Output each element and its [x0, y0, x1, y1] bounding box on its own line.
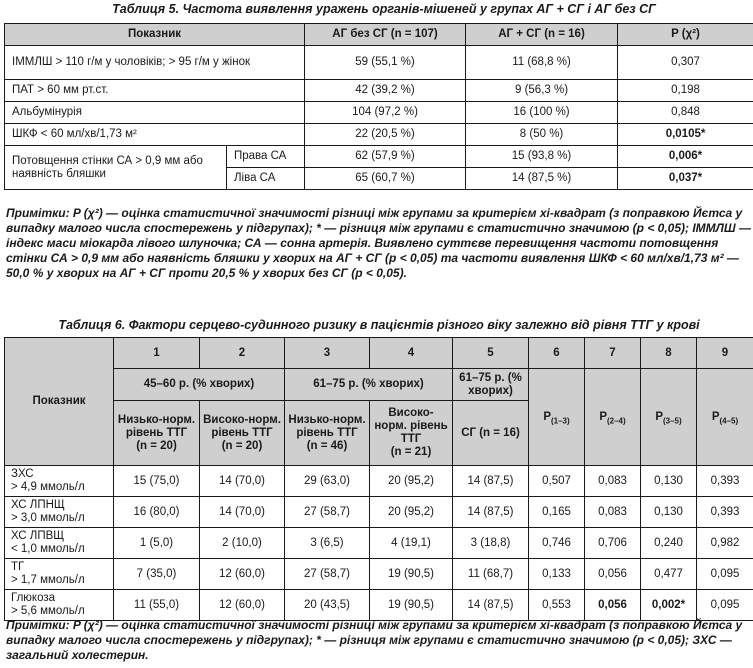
- col-number: 2: [200, 338, 285, 369]
- cell-p-significant: 0,0105*: [618, 124, 753, 146]
- cell-p: 0,056: [585, 559, 641, 590]
- group-header-61-75-sg: 61–75 р. (% хворих): [453, 369, 529, 401]
- table-row: [5, 146, 753, 168]
- cell-p: 0,393: [697, 466, 753, 497]
- cell-value: 16 (80,0): [114, 497, 200, 528]
- row-name: ТГ: [11, 561, 25, 573]
- cell-value: 19 (90,5): [370, 590, 453, 621]
- table-row: [5, 102, 753, 124]
- n-count: (n = 20): [136, 439, 177, 452]
- row-label: Альбумінурія: [5, 102, 305, 124]
- col-number: 3: [285, 338, 370, 369]
- table-row: [5, 528, 753, 559]
- cell-value: 20 (95,2): [370, 466, 453, 497]
- cell-p: 0,982: [697, 528, 753, 559]
- cell-value: 104 (97,2 %): [305, 102, 466, 124]
- cell-p-significant: 0,002*: [641, 590, 697, 621]
- cell-value: 12 (60,0): [200, 590, 285, 621]
- subheader-high: [200, 401, 285, 466]
- row-unit: > 4,9 ммоль/л: [11, 481, 85, 493]
- cell-value: 29 (63,0): [285, 466, 370, 497]
- table-row: [5, 80, 753, 102]
- subheader-low-label: Низько-норм. рівень ТТГ: [117, 413, 196, 439]
- row-unit: > 5,6 ммоль/л: [11, 605, 85, 617]
- header-p-value: P (χ²): [618, 24, 753, 46]
- cell-p: 0,095: [697, 590, 753, 621]
- cell-value: 15 (75,0): [114, 466, 200, 497]
- cell-value: 14 (87,5): [453, 497, 529, 528]
- cell-p: 0,240: [641, 528, 697, 559]
- row-unit: < 1,0 ммоль/л: [11, 543, 85, 555]
- group-header-61-75: 61–75 р. (% хворих): [285, 369, 453, 401]
- row-label: [5, 466, 114, 497]
- table6: [4, 337, 753, 621]
- cell-value: 11 (55,0): [114, 590, 200, 621]
- col-number: 1: [114, 338, 200, 369]
- cell-value: 2 (10,0): [200, 528, 285, 559]
- row-sublabel: Ліва СА: [227, 168, 305, 190]
- row-label: ШКФ < 60 мл/хв/1,73 м²: [5, 124, 305, 146]
- row-label: ПАТ > 60 мм рт.ст.: [5, 80, 305, 102]
- n-count: (n = 21): [390, 446, 432, 458]
- col-number: 9: [697, 338, 753, 369]
- cell-p: 0,198: [618, 80, 753, 102]
- subheader-high: [370, 401, 453, 466]
- table6-caption: Таблиця 6. Фактори серцево-судинного ризику в пацієнтів різного віку залежно від рівня ТТГ у крові: [58, 318, 700, 332]
- row-label: ІММЛШ > 110 г/м у чоловіків; > 95 г/м у жінок: [5, 46, 305, 80]
- cell-value: 12 (60,0): [200, 559, 285, 590]
- row-label: [5, 497, 114, 528]
- cell-p-significant: 0,006*: [618, 146, 753, 168]
- cell-value: 11 (68,7): [453, 559, 529, 590]
- col-number: 8: [641, 338, 697, 369]
- cell-value: 27 (58,7): [285, 497, 370, 528]
- row-name: ХС ЛПВЩ: [11, 530, 65, 542]
- cell-value: 59 (55,1 %): [305, 46, 466, 80]
- cell-p: 0,165: [529, 497, 585, 528]
- cell-value: 22 (20,5 %): [305, 124, 466, 146]
- n-count: (n = 20): [221, 439, 263, 452]
- header-ag-without-sg: АГ без СГ (n = 107): [305, 24, 466, 46]
- col-number: 6: [529, 338, 585, 369]
- row-label: [5, 590, 114, 621]
- col-number: 7: [585, 338, 641, 369]
- col-number: 5: [453, 338, 529, 369]
- group-header-45-60: 45–60 р. (% хворих): [114, 369, 285, 401]
- subheader-low: [285, 401, 370, 466]
- table5-header-row: [5, 24, 753, 46]
- cell-p: 0,083: [585, 497, 641, 528]
- table6-group-row: [5, 369, 753, 401]
- table5-note: Примітки: P (χ²) — оцінка статистичної значимості різниці між групами за критерієм хі-квадрат (з поправкою Йєтса у випадку малого числа спостережень у підгрупах); * — різниця між групами є статистично значимою (p < 0,05); ІММЛШ — індекс маси міокарда лівого шлуночка; СА — сонна артерія. Виявлено суттєве перевищення частоти потовщення стінки СА > 0,9 мм або наявність бляшки у хворих на АГ + СГ (p < 0,05) та частоти виявлення ШКФ < 60 мл/хв/1,73 м² — 50,0 % у хворих на АГ + СГ проти 20,5 % у хворих без СГ (p < 0,05).: [6, 206, 751, 280]
- cell-value: 20 (43,5): [285, 590, 370, 621]
- row-label: [5, 559, 114, 590]
- table-row: [5, 559, 753, 590]
- header-ag-with-sg: АГ + СГ (n = 16): [466, 24, 618, 46]
- col-number: 4: [370, 338, 453, 369]
- table5: [4, 23, 753, 190]
- header-indicator: Показник: [5, 24, 305, 46]
- cell-p: 0,133: [529, 559, 585, 590]
- cell-value: 14 (87,5 %): [466, 168, 618, 190]
- subheader-high-label: Високо-норм. рівень ТТГ: [374, 407, 448, 445]
- cell-p-significant: 0,037*: [618, 168, 753, 190]
- row-unit: > 1,7 ммоль/л: [11, 574, 85, 586]
- table-row: [5, 590, 753, 621]
- cell-value: 14 (87,5): [453, 590, 529, 621]
- header-p-1-3: $P_{(1-3)}$: [529, 369, 585, 466]
- cell-p: 0,083: [585, 466, 641, 497]
- header-p-4-5: $P_{(4-5)}$: [697, 369, 753, 466]
- cell-value: 62 (57,9 %): [305, 146, 466, 168]
- cell-p: 0,553: [529, 590, 585, 621]
- cell-value: 11 (68,8 %): [466, 46, 618, 80]
- cell-p-significant: 0,056: [585, 590, 641, 621]
- cell-p: 0,848: [618, 102, 753, 124]
- cell-p: 0,746: [529, 528, 585, 559]
- table-row: [5, 466, 753, 497]
- cell-value: 14 (70,0): [200, 466, 285, 497]
- cell-value: 14 (87,5): [453, 466, 529, 497]
- cell-value: 19 (90,5): [370, 559, 453, 590]
- table-row: [5, 124, 753, 146]
- header-indicator: Показник: [5, 338, 114, 466]
- subheader-sg: СГ (n = 16): [453, 401, 529, 466]
- table6-number-row: [5, 338, 753, 369]
- cell-p: 0,130: [641, 497, 697, 528]
- cell-p: 0,393: [697, 497, 753, 528]
- cell-value: 4 (19,1): [370, 528, 453, 559]
- cell-p: 0,477: [641, 559, 697, 590]
- cell-value: 42 (39,2 %): [305, 80, 466, 102]
- cell-p: 0,507: [529, 466, 585, 497]
- cell-p: 0,130: [641, 466, 697, 497]
- table5-caption: Таблиця 5. Частота виявлення уражень органів-мішеней у групах АГ + СГ і АГ без СГ: [112, 2, 656, 16]
- cell-value: 3 (6,5): [285, 528, 370, 559]
- cell-value: 14 (70,0): [200, 497, 285, 528]
- cell-p: 0,706: [585, 528, 641, 559]
- cell-value: 9 (56,3 %): [466, 80, 618, 102]
- cell-value: 15 (93,8 %): [466, 146, 618, 168]
- row-name: ХС ЛПНЩ: [11, 499, 65, 511]
- row-sublabel: Права СА: [227, 146, 305, 168]
- subheader-low-label: Низько-норм. рівень ТТГ: [288, 413, 366, 439]
- table-row: [5, 497, 753, 528]
- cell-value: 16 (100 %): [466, 102, 618, 124]
- header-p-3-5: $P_{(3-5)}$: [641, 369, 697, 466]
- subheader-high-label: Високо-норм. рівень ТТГ: [203, 413, 281, 439]
- cell-p: 0,307: [618, 46, 753, 80]
- cell-value: 20 (95,2): [370, 497, 453, 528]
- row-label: Потовщення стінки СА > 0,9 мм або наявність бляшки: [5, 146, 227, 190]
- n-count: (n = 46): [306, 439, 348, 452]
- cell-value: 7 (35,0): [114, 559, 200, 590]
- row-label: [5, 528, 114, 559]
- row-name: Глюкоза: [11, 592, 56, 604]
- row-unit: > 3,0 ммоль/л: [11, 512, 85, 524]
- cell-value: 3 (18,8): [453, 528, 529, 559]
- header-p-2-4: $P_{(2-4)}$: [585, 369, 641, 466]
- cell-value: 65 (60,7 %): [305, 168, 466, 190]
- table6-note: Примітки: P (χ²) — оцінка статистичної значимості різниці між групами за критерієм хі-квадрат (з поправкою Йєтса у випадку малого числа спостережень у підгрупах); * — різниця між групами є статистично значимою (p < 0,05); ЗХС — загальний холестерин.: [6, 618, 743, 662]
- cell-value: 27 (58,7): [285, 559, 370, 590]
- table-row: [5, 46, 753, 80]
- cell-value: 8 (50 %): [466, 124, 618, 146]
- cell-value: 1 (5,0): [114, 528, 200, 559]
- row-name: ЗХС: [11, 468, 34, 480]
- subheader-low: [114, 401, 200, 466]
- cell-p: 0,095: [697, 559, 753, 590]
